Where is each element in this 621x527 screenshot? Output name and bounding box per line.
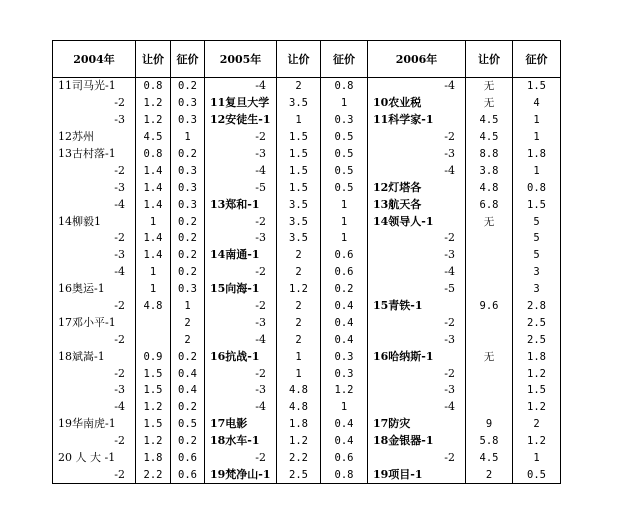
item-name-cell: 12苏州 — [53, 129, 136, 146]
zheng-price-cell: 1.8 — [513, 146, 561, 163]
rang-price-cell: 3.5 — [277, 95, 321, 112]
zheng-price-cell: 0.2 — [171, 433, 205, 450]
zheng-price-cell: 2.5 — [513, 331, 561, 348]
item-name-cell: -2 — [368, 129, 466, 146]
item-name-cell: -4 — [205, 399, 277, 416]
table-row — [53, 162, 561, 179]
rang-price-cell: 0.8 — [136, 78, 171, 95]
table-body — [53, 78, 561, 484]
rang-price-cell: 4.8 — [466, 179, 513, 196]
zheng-price-cell: 1.5 — [513, 382, 561, 399]
item-name-cell: -2 — [53, 331, 136, 348]
zheng-price-cell: 4 — [513, 95, 561, 112]
rang-price-cell: 9 — [466, 416, 513, 433]
zheng-price-cell: 2.8 — [513, 298, 561, 315]
rang-price-cell: 1.2 — [136, 433, 171, 450]
zheng-price-header: 征价 — [321, 41, 368, 78]
zheng-price-cell: 0.4 — [171, 382, 205, 399]
rang-price-cell: 1.5 — [136, 382, 171, 399]
item-name-cell: -2 — [368, 314, 466, 331]
item-name-cell: 12灯塔各 — [368, 179, 466, 196]
item-name-cell: 17防灾 — [368, 416, 466, 433]
zheng-price-cell: 1.2 — [321, 382, 368, 399]
item-name-cell: 19项目-1 — [368, 466, 466, 483]
zheng-price-cell: 5 — [513, 230, 561, 247]
zheng-price-cell: 0.4 — [321, 416, 368, 433]
rang-price-cell: 4.5 — [136, 129, 171, 146]
table-row — [53, 196, 561, 213]
table-row — [53, 348, 561, 365]
rang-price-cell — [466, 399, 513, 416]
rang-price-cell: 1.5 — [277, 129, 321, 146]
zheng-price-cell: 0.3 — [171, 162, 205, 179]
zheng-price-cell: 0.4 — [321, 298, 368, 315]
rang-price-cell: 1.4 — [136, 247, 171, 264]
rang-price-cell: 无 — [466, 213, 513, 230]
zheng-price-header: 征价 — [513, 41, 561, 78]
rang-price-cell: 1 — [136, 281, 171, 298]
year-header: 2004年 — [53, 41, 136, 78]
zheng-price-cell: 0.3 — [321, 348, 368, 365]
rang-price-cell: 1.2 — [136, 95, 171, 112]
zheng-price-cell: 0.5 — [321, 162, 368, 179]
table-row — [53, 247, 561, 264]
item-name-cell: -4 — [205, 331, 277, 348]
item-name-cell: -2 — [53, 433, 136, 450]
item-name-cell: 13郑和-1 — [205, 196, 277, 213]
item-name-cell: -2 — [53, 162, 136, 179]
zheng-price-cell: 0.3 — [171, 196, 205, 213]
rang-price-cell: 1.5 — [277, 146, 321, 163]
table-row — [53, 433, 561, 450]
zheng-price-cell: 0.5 — [171, 416, 205, 433]
item-name-cell: 18金银器-1 — [368, 433, 466, 450]
item-name-cell: 14南通-1 — [205, 247, 277, 264]
zheng-price-cell: 5 — [513, 213, 561, 230]
rang-price-cell: 0.9 — [136, 348, 171, 365]
table-row — [53, 399, 561, 416]
zheng-price-cell: 2 — [171, 314, 205, 331]
item-name-cell: -2 — [53, 95, 136, 112]
item-name-cell: -3 — [205, 314, 277, 331]
item-name-cell: -3 — [368, 146, 466, 163]
table-row — [53, 281, 561, 298]
rang-price-cell: 8.8 — [466, 146, 513, 163]
zheng-price-cell: 0.5 — [321, 179, 368, 196]
rang-price-cell: 1 — [277, 365, 321, 382]
zheng-price-cell: 0.8 — [321, 78, 368, 95]
zheng-price-cell: 0.6 — [171, 450, 205, 467]
rang-price-cell: 无 — [466, 348, 513, 365]
item-name-cell: 13古村落-1 — [53, 146, 136, 163]
rang-price-cell: 2 — [277, 314, 321, 331]
table-row — [53, 78, 561, 95]
item-name-cell: 12安徒生-1 — [205, 112, 277, 129]
zheng-price-cell: 0.2 — [321, 281, 368, 298]
zheng-price-cell: 0.6 — [321, 247, 368, 264]
item-name-cell: 11司马光-1 — [53, 78, 136, 95]
rang-price-cell: 9.6 — [466, 298, 513, 315]
table-row — [53, 230, 561, 247]
rang-price-cell — [466, 230, 513, 247]
item-name-cell: -3 — [205, 382, 277, 399]
zheng-price-cell: 0.3 — [171, 281, 205, 298]
item-name-cell: -2 — [205, 213, 277, 230]
rang-price-cell: 1.2 — [136, 399, 171, 416]
item-name-cell: -2 — [205, 298, 277, 315]
item-name-cell: -3 — [205, 230, 277, 247]
zheng-price-cell: 0.2 — [171, 146, 205, 163]
rang-price-cell: 1.8 — [136, 450, 171, 467]
rang-price-cell: 1.2 — [277, 281, 321, 298]
zheng-price-cell: 5 — [513, 247, 561, 264]
price-table — [52, 40, 561, 484]
item-name-cell: 16奥运-1 — [53, 281, 136, 298]
rang-price-cell: 6.8 — [466, 196, 513, 213]
item-name-cell: -4 — [368, 78, 466, 95]
rang-price-cell: 2 — [466, 466, 513, 483]
rang-price-cell: 1 — [136, 213, 171, 230]
zheng-price-cell: 0.2 — [171, 78, 205, 95]
rang-price-cell: 5.8 — [466, 433, 513, 450]
year-header: 2006年 — [368, 41, 466, 78]
rang-price-cell — [466, 264, 513, 281]
item-name-cell: -4 — [53, 196, 136, 213]
item-name-cell: -3 — [368, 247, 466, 264]
zheng-price-cell: 3 — [513, 281, 561, 298]
item-name-cell: -4 — [53, 264, 136, 281]
zheng-price-cell: 1 — [321, 230, 368, 247]
item-name-cell: 16哈纳斯-1 — [368, 348, 466, 365]
zheng-price-cell: 0.3 — [171, 179, 205, 196]
item-name-cell: -5 — [368, 281, 466, 298]
zheng-price-cell: 1.2 — [513, 365, 561, 382]
rang-price-cell: 1.5 — [277, 162, 321, 179]
item-name-cell: -3 — [53, 382, 136, 399]
item-name-cell: 20 人 大 -1 — [53, 450, 136, 467]
rang-price-cell: 2.2 — [277, 450, 321, 467]
rang-price-cell: 1.5 — [277, 179, 321, 196]
zheng-price-cell: 0.8 — [513, 179, 561, 196]
item-name-cell: -3 — [368, 331, 466, 348]
item-name-cell: -2 — [53, 466, 136, 483]
zheng-price-cell: 0.4 — [321, 314, 368, 331]
item-name-cell: 10农业税 — [368, 95, 466, 112]
rang-price-cell — [466, 281, 513, 298]
item-name-cell: -4 — [205, 78, 277, 95]
item-name-cell: 14柳毅1 — [53, 213, 136, 230]
zheng-price-cell: 0.5 — [321, 146, 368, 163]
zheng-price-cell: 0.2 — [171, 348, 205, 365]
rang-price-cell: 1.4 — [136, 230, 171, 247]
rang-price-cell — [466, 365, 513, 382]
item-name-cell: 19梵净山-1 — [205, 466, 277, 483]
item-name-cell: -5 — [205, 179, 277, 196]
item-name-cell: 18水车-1 — [205, 433, 277, 450]
rang-price-cell: 4.5 — [466, 450, 513, 467]
table-row — [53, 112, 561, 129]
rang-price-cell: 2.5 — [277, 466, 321, 483]
rang-price-header: 让价 — [277, 41, 321, 78]
zheng-price-cell: 1.8 — [513, 348, 561, 365]
item-name-cell: -2 — [205, 129, 277, 146]
item-name-cell: -4 — [368, 399, 466, 416]
zheng-price-cell: 1 — [321, 196, 368, 213]
rang-price-cell: 1.4 — [136, 179, 171, 196]
rang-price-cell — [466, 314, 513, 331]
rang-price-header: 让价 — [466, 41, 513, 78]
rang-price-cell — [466, 247, 513, 264]
rang-price-cell: 2 — [277, 78, 321, 95]
item-name-cell: 15青铁-1 — [368, 298, 466, 315]
zheng-price-cell: 1 — [513, 129, 561, 146]
zheng-price-cell: 1 — [171, 298, 205, 315]
item-name-cell: -3 — [53, 247, 136, 264]
rang-price-cell: 1 — [277, 112, 321, 129]
item-name-cell: -2 — [368, 230, 466, 247]
rang-price-cell: 无 — [466, 95, 513, 112]
zheng-price-cell: 1.5 — [513, 78, 561, 95]
item-name-cell: -2 — [205, 264, 277, 281]
zheng-price-cell: 0.5 — [513, 466, 561, 483]
rang-price-cell: 2 — [277, 247, 321, 264]
table-row — [53, 298, 561, 315]
zheng-price-cell: 0.3 — [171, 95, 205, 112]
rang-price-cell: 3.8 — [466, 162, 513, 179]
rang-price-cell: 1 — [277, 348, 321, 365]
zheng-price-cell: 1 — [321, 95, 368, 112]
zheng-price-cell: 1 — [171, 129, 205, 146]
zheng-price-header: 征价 — [171, 41, 205, 78]
table-row — [53, 416, 561, 433]
table-row — [53, 95, 561, 112]
zheng-price-cell: 1 — [321, 213, 368, 230]
table-row — [53, 213, 561, 230]
zheng-price-cell: 0.8 — [321, 466, 368, 483]
item-name-cell: 15向海-1 — [205, 281, 277, 298]
zheng-price-cell: 0.3 — [171, 112, 205, 129]
table-row — [53, 129, 561, 146]
rang-price-cell: 4.8 — [277, 382, 321, 399]
rang-price-cell: 无 — [466, 78, 513, 95]
zheng-price-cell: 3 — [513, 264, 561, 281]
item-name-cell: -3 — [53, 179, 136, 196]
item-name-cell: 16抗战-1 — [205, 348, 277, 365]
zheng-price-cell: 1 — [321, 399, 368, 416]
item-name-cell: 11复旦大学 — [205, 95, 277, 112]
item-name-cell: 14领导人-1 — [368, 213, 466, 230]
zheng-price-cell: 0.3 — [321, 112, 368, 129]
item-name-cell: -4 — [368, 162, 466, 179]
rang-price-cell — [136, 314, 171, 331]
rang-price-cell: 0.8 — [136, 146, 171, 163]
zheng-price-cell: 1.2 — [513, 433, 561, 450]
rang-price-cell: 3.5 — [277, 213, 321, 230]
item-name-cell: -2 — [53, 365, 136, 382]
item-name-cell: -2 — [368, 450, 466, 467]
rang-price-cell: 2 — [277, 331, 321, 348]
price-table-sheet — [52, 40, 561, 484]
zheng-price-cell: 2 — [171, 331, 205, 348]
rang-price-cell: 4.8 — [136, 298, 171, 315]
rang-price-cell: 4.5 — [466, 112, 513, 129]
item-name-cell: -4 — [53, 399, 136, 416]
rang-price-cell: 2 — [277, 264, 321, 281]
item-name-cell: 11科学家-1 — [368, 112, 466, 129]
zheng-price-cell: 0.6 — [321, 264, 368, 281]
table-row — [53, 314, 561, 331]
rang-price-cell: 4.5 — [466, 129, 513, 146]
zheng-price-cell: 0.2 — [171, 247, 205, 264]
rang-price-cell — [466, 382, 513, 399]
table-row — [53, 365, 561, 382]
zheng-price-cell: 0.6 — [321, 450, 368, 467]
zheng-price-cell: 0.4 — [171, 365, 205, 382]
rang-price-header: 让价 — [136, 41, 171, 78]
rang-price-cell: 1.4 — [136, 196, 171, 213]
zheng-price-cell: 0.3 — [321, 365, 368, 382]
item-name-cell: 18斌嵩-1 — [53, 348, 136, 365]
zheng-price-cell: 1 — [513, 450, 561, 467]
item-name-cell: -2 — [368, 365, 466, 382]
table-row — [53, 179, 561, 196]
table-row — [53, 382, 561, 399]
rang-price-cell: 2 — [277, 298, 321, 315]
item-name-cell: -2 — [53, 230, 136, 247]
table-row — [53, 450, 561, 467]
item-name-cell: 17邓小平-1 — [53, 314, 136, 331]
item-name-cell: -2 — [205, 450, 277, 467]
item-name-cell: -3 — [53, 112, 136, 129]
zheng-price-cell: 1 — [513, 112, 561, 129]
item-name-cell: -2 — [53, 298, 136, 315]
rang-price-cell: 4.8 — [277, 399, 321, 416]
zheng-price-cell: 2.5 — [513, 314, 561, 331]
zheng-price-cell: 0.4 — [321, 331, 368, 348]
rang-price-cell: 1.2 — [277, 433, 321, 450]
rang-price-cell: 2.2 — [136, 466, 171, 483]
rang-price-cell: 1.4 — [136, 162, 171, 179]
zheng-price-cell: 0.5 — [321, 129, 368, 146]
item-name-cell: -4 — [368, 264, 466, 281]
item-name-cell: -3 — [368, 382, 466, 399]
item-name-cell: 17电影 — [205, 416, 277, 433]
rang-price-cell: 1.5 — [136, 416, 171, 433]
table-row — [53, 146, 561, 163]
zheng-price-cell: 1.5 — [513, 196, 561, 213]
rang-price-cell: 1.8 — [277, 416, 321, 433]
item-name-cell: -3 — [205, 146, 277, 163]
zheng-price-cell: 0.2 — [171, 399, 205, 416]
table-row — [53, 331, 561, 348]
item-name-cell: 13航天各 — [368, 196, 466, 213]
zheng-price-cell: 1 — [513, 162, 561, 179]
item-name-cell: 19华南虎-1 — [53, 416, 136, 433]
zheng-price-cell: 2 — [513, 416, 561, 433]
rang-price-cell: 1 — [136, 264, 171, 281]
zheng-price-cell: 0.2 — [171, 264, 205, 281]
table-row — [53, 264, 561, 281]
rang-price-cell: 1.2 — [136, 112, 171, 129]
zheng-price-cell: 1.2 — [513, 399, 561, 416]
zheng-price-cell: 0.2 — [171, 230, 205, 247]
zheng-price-cell: 0.4 — [321, 433, 368, 450]
rang-price-cell: 1.5 — [136, 365, 171, 382]
rang-price-cell — [136, 331, 171, 348]
zheng-price-cell: 0.6 — [171, 466, 205, 483]
rang-price-cell: 3.5 — [277, 196, 321, 213]
rang-price-cell: 3.5 — [277, 230, 321, 247]
header-row — [53, 41, 561, 78]
year-header: 2005年 — [205, 41, 277, 78]
item-name-cell: -4 — [205, 162, 277, 179]
table-row — [53, 466, 561, 483]
zheng-price-cell: 0.2 — [171, 213, 205, 230]
item-name-cell: -2 — [205, 365, 277, 382]
rang-price-cell — [466, 331, 513, 348]
